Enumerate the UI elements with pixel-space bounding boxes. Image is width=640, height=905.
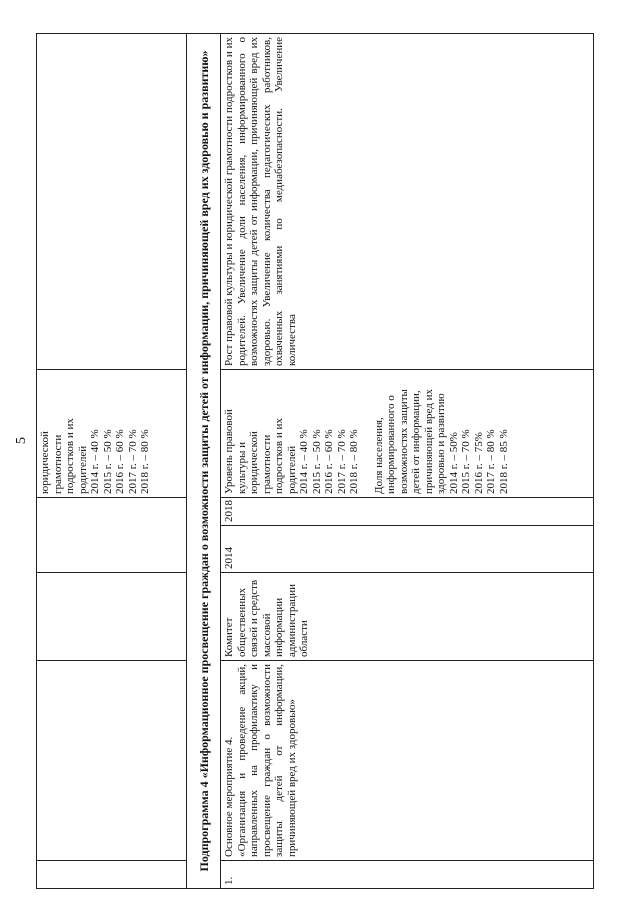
indicator-line: подростков и их [64, 418, 76, 494]
indicator-line: 2015 г. – 70 % [460, 429, 472, 494]
row-number: 1. [221, 861, 594, 889]
indicator-line: 2015 г. – 50 % [101, 429, 114, 494]
indicator-line: грамотности [260, 434, 273, 494]
table-row-activity [221, 34, 594, 889]
indicator-line: грамотности [51, 434, 64, 494]
indicators-cell [221, 370, 594, 498]
indicator-line: 2015 г. – 50 % [310, 429, 323, 494]
subprogram-heading: Подпрограмма 4 «Информационное просвещение граждан о возможности защиты детей от информации, причиняющей вред их здоровью и развитию» [187, 34, 221, 889]
subprogram-heading-row [187, 34, 221, 889]
empty-cell [37, 661, 187, 861]
indicator-line: культуры и [235, 442, 248, 494]
indicator-line: здоровью и развитию [435, 393, 447, 494]
empty-cell [37, 34, 187, 370]
indicator-line: родителей [76, 445, 89, 494]
indicator-line: 2014 г. – 40 % [298, 429, 310, 494]
indicator-line: юридической [39, 431, 51, 494]
start-year-cell: 2014 [221, 526, 594, 573]
empty-cell [37, 573, 187, 661]
end-year-cell: 2018 [221, 498, 594, 526]
indicator-line: 2017 г. – 70 % [335, 429, 348, 494]
activity-title: Основное мероприятие 4. [223, 736, 235, 857]
indicator-line: причиняющей вред их [422, 388, 435, 494]
indicator-line: подростков и их [273, 418, 285, 494]
indicator-line: 2016 г. – 60 % [323, 429, 335, 494]
indicator-line: 2016 г. – 60 % [114, 429, 126, 494]
indicator-line: информированного о [385, 395, 397, 494]
indicator-line: детей от информации, [410, 390, 422, 494]
activity-text: «Организация и проведение акций, направленных на профилактику и просвещение граждан о возможности защиты детей от информации, причиняющей вред их здоровью» [235, 664, 298, 857]
indicator-line: 2014 г. – 50% [447, 432, 460, 494]
results-cell: Рост правовой культуры и юридической грамотности подростков и их родителей. Увеличение доли населения, информированного о возможностях защиты детей от информации, причиняющей вред их здоровью. Увеличение количества педагогических работников, охваченных занятиями по медиабезопасности. Увеличение количества [221, 34, 594, 370]
indicator-line: 2018 г. – 80 % [348, 429, 360, 494]
empty-cell [37, 498, 187, 573]
indicator-cell-continuation [37, 370, 187, 498]
rotated-table-page [36, 34, 594, 889]
page-number: 5 [14, 437, 29, 444]
table-row-top-continuation [37, 34, 187, 889]
indicator-line: юридической [248, 431, 260, 494]
empty-cell [37, 861, 187, 889]
indicator-line: родителей [285, 445, 298, 494]
indicator-line: Доля населения, [372, 417, 385, 494]
executor-cell: Комитет общественных связей и средств массовой информации администрации области [221, 573, 594, 661]
indicator-line: 2017 г. – 80 % [485, 429, 497, 494]
indicator-line: 2017 г. – 70 % [126, 429, 139, 494]
indicator-line: 2018 г. – 80 % [139, 429, 151, 494]
indicator-line: Уровень правовой [223, 409, 235, 494]
indicator-line: 2016 г. – 75% [472, 432, 485, 494]
indicator-line: возможностях защиты [397, 389, 410, 494]
indicator-line: 2018 г. – 85 % [497, 429, 510, 494]
spacer [361, 373, 373, 494]
program-table [36, 33, 594, 889]
activity-cell [221, 661, 594, 861]
indicator-line: 2014 г. – 40 % [89, 429, 101, 494]
